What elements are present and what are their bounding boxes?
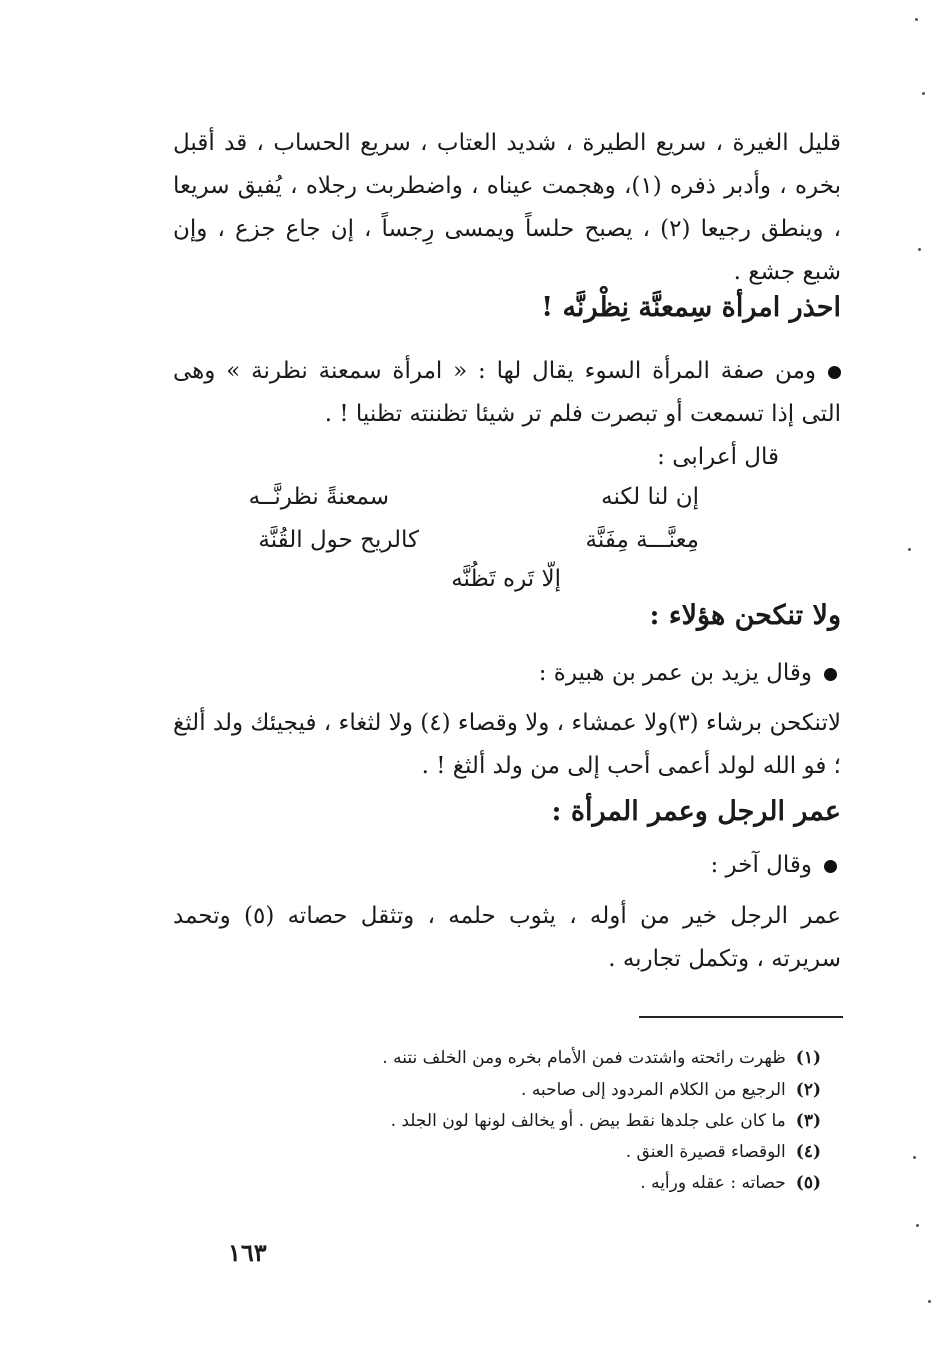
opening-paragraph: قليل الغيرة ، سريع الطيرة ، شديد العتاب ، سريع الحساب ، قد أقبل بخره ، وأدبر ذفره (١)، وهجمت عيناه ، واضطربت رجلاه ، يُفيق سريعا ، وينطق رجيعا (٢) ، يصبح حلساً ويمسى رِجساً ، إن جاع جزع ، وإن شبع جشع . [173, 130, 842, 285]
footnote-5 [640, 1173, 821, 1193]
scan-speck [908, 548, 911, 551]
footnote-number: (٤) [795, 1142, 821, 1162]
another-said-text: وقال آخر : [710, 852, 812, 878]
scan-speck [918, 248, 921, 251]
paragraph-age: عمر الرجل خير من أوله ، يثوب حلمه ، وتثقل حصاته (٥) وتحمد سريرته ، وتكمل تجاربه . [173, 903, 841, 972]
footnote-number: (٢) [795, 1080, 821, 1100]
paragraph-do-not-marry: لاتنكحن برشاء (٣)ولا عمشاء ، ولا وقصاء (٤) ولا لثغاء ، فيجيئك ولد ألثغ ؛ فو الله لولد أعمى أحب إلى من ولد ألثغ ! . [173, 710, 841, 779]
scan-speck [922, 92, 925, 95]
verse-line-1-right: إن لنا لكنه [601, 484, 699, 510]
verse-line-3: إلّا تَره تَظُنَّه [451, 566, 561, 592]
yazid-intro [539, 660, 837, 686]
verse-line-2-left: كالريح حول القُنَّة [258, 527, 419, 553]
footnote-number: (١) [795, 1048, 821, 1068]
footnote-text: ظهرت رائحته واشتدت فمن الأمام بخره ومن الخلف نتنه . [382, 1048, 786, 1068]
scan-speck [913, 1156, 916, 1159]
footnote-text: الرجيع من الكلام المردود إلى صاحبه . [521, 1080, 786, 1100]
footnote-2 [521, 1080, 821, 1100]
bullet-icon [824, 668, 837, 681]
heading-age: عمر الرجل وعمر المرأة : [551, 796, 841, 827]
bullet-icon [824, 860, 837, 873]
scan-speck [915, 18, 918, 21]
footnote-text: ما كان على جلدها نقط بيض . أو يخالف لونها لون الجلد . [390, 1111, 786, 1131]
footnote-number: (٥) [795, 1173, 821, 1193]
another-said [711, 852, 838, 878]
footnote-text: الوقصاء قصيرة العنق . [625, 1142, 786, 1162]
verse-line-2-right: مِعنَّـــة مِفَنَّة [585, 527, 699, 553]
yazid-intro-text: وقال يزيد بن عمر بن هبيرة : [538, 660, 812, 686]
footnote-divider [639, 1016, 843, 1018]
footnote-number: (٣) [795, 1111, 821, 1131]
footnote-text: حصاته : عقله ورأيه . [640, 1173, 786, 1193]
scan-speck [928, 1300, 931, 1303]
verse-line-1-left: سمعنةً نظرنَّــه [248, 484, 389, 510]
footnote-4 [626, 1142, 821, 1162]
footnote-3 [391, 1111, 821, 1131]
verse-intro: قال أعرابى : [657, 444, 779, 470]
paragraph-bad-woman-text: ومن صفة المرأة السوء يقال لها : « امرأة سمعنة نظرنة » وهى التى إذا تسمعت أو تبصرت فلم تر شيئا تظننته تظنيا ! . [173, 358, 841, 427]
bullet-icon [828, 366, 841, 379]
scan-speck [916, 1224, 919, 1227]
heading-do-not-marry: ولا تنكحن هؤلاء : [649, 600, 841, 631]
page-number: ١٦٣ [228, 1238, 267, 1267]
heading-beware-woman: احذر امرأة سِمعنَّة نِظْرنَّه ! [541, 292, 841, 323]
paragraph-bad-woman [173, 350, 841, 436]
footnote-1 [382, 1048, 821, 1068]
